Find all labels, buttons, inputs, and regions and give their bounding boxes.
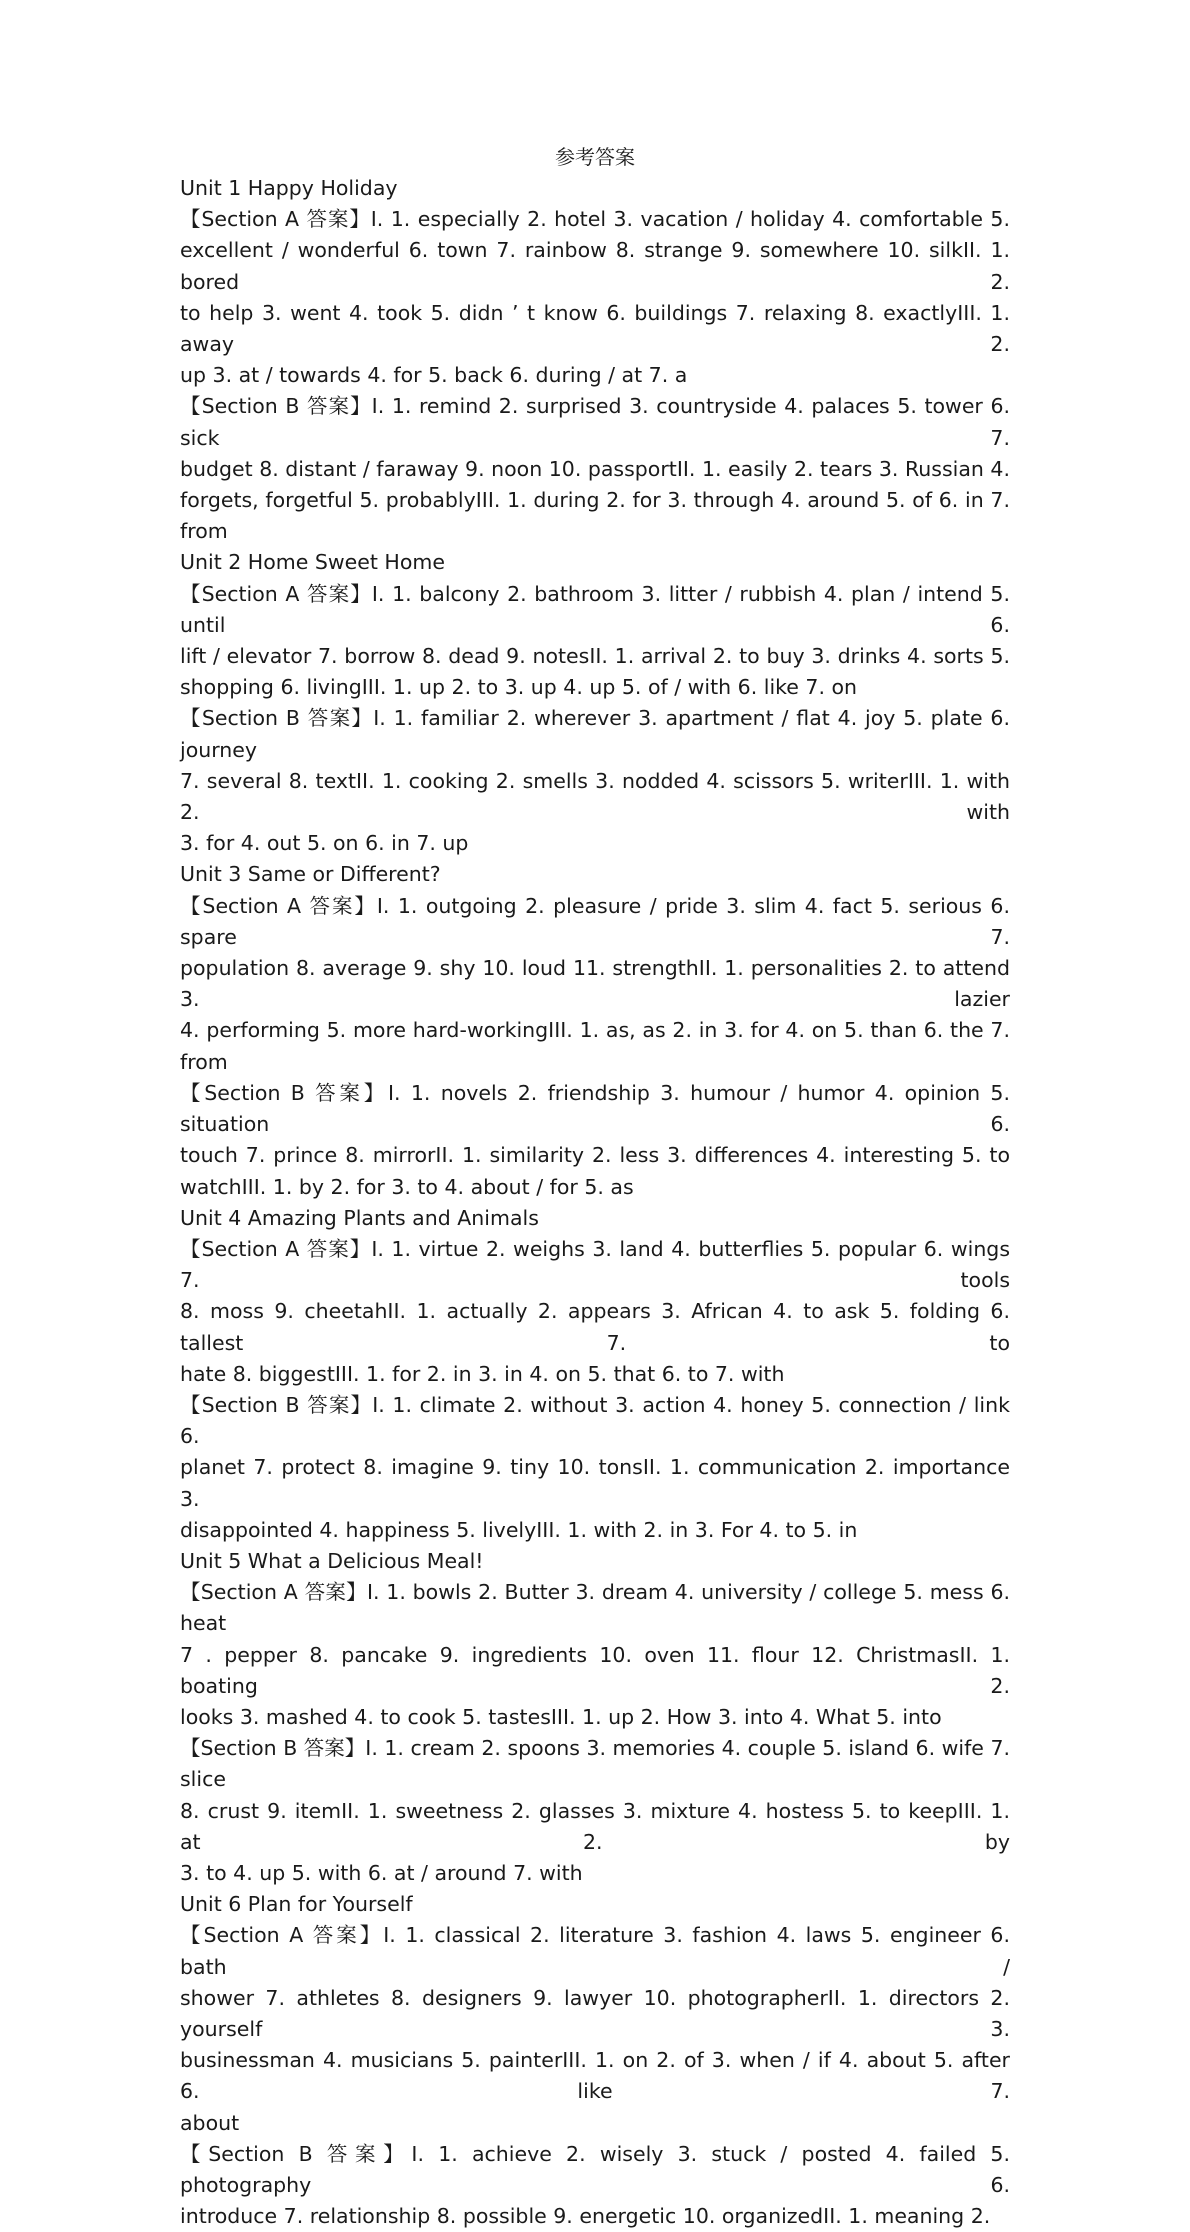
answer-line: 3. to 4. up 5. with 6. at / around 7. with bbox=[180, 1860, 583, 1885]
answer-line: looks 3. mashed 4. to cook 5. tastesIII. 1. up 2. How 3. into 4. What 5. into bbox=[180, 1704, 942, 1729]
section-answer-line: 【Section B 答案】I. 1. achieve 2. wisely 3. stuck / posted 4. failed 5. photography 6. bbox=[180, 2141, 1010, 2197]
answer-line: budget 8. distant / faraway 9. noon 10. passportII. 1. easily 2. tears 3. Russian 4. bbox=[180, 456, 1010, 481]
answer-line: 8. crust 9. itemII. 1. sweetness 2. glasses 3. mixture 4. hostess 5. to keepIII. 1. at 2. by bbox=[180, 1798, 1010, 1854]
answer-line: to help 3. went 4. took 5. didn ’ t know 6. buildings 7. relaxing 8. exactlyIII. 1. away 2. bbox=[180, 300, 1010, 357]
answer-line: shopping 6. livingIII. 1. up 2. to 3. up 4. up 5. of / with 6. like 7. on bbox=[180, 675, 858, 700]
answer-line: forgets, forgetful 5. probablyIII. 1. during 2. for 3. through 4. around 5. of 6. in 7. from bbox=[180, 488, 1010, 544]
answer-line: 4. performing 5. more hard-workingIII. 1. as, as 2. in 3. for 4. on 5. than 6. the 7. from bbox=[180, 1018, 1010, 1074]
answer-line: 7. several 8. textII. 1. cooking 2. smells 3. nodded 4. scissors 5. writerIII. 1. with 2. with bbox=[180, 768, 1010, 825]
section-answer-line: 【Section A 答案】I. 1. especially 2. hotel 3. vacation / holiday 4. comfortable 5. bbox=[180, 207, 1010, 232]
answer-line: planet 7. protect 8. imagine 9. tiny 10. tonsII. 1. communication 2. importance 3. bbox=[180, 1455, 1010, 1511]
section-answer-line: 【Section A 答案】I. 1. virtue 2. weighs 3. land 4. butterflies 5. popular 6. wings 7. tools bbox=[180, 1236, 1010, 1293]
section-answer-line: 【Section B 答案】I. 1. cream 2. spoons 3. memories 4. couple 5. island 6. wife 7. slice bbox=[180, 1736, 1010, 1792]
answer-line: 3. for 4. out 5. on 6. in 7. up bbox=[180, 831, 469, 856]
unit-title: Unit 4 Amazing Plants and Animals bbox=[180, 1205, 539, 1230]
answer-line: shower 7. athletes 8. designers 9. lawyer 10. photographerII. 1. directors 2. yourself 3. bbox=[180, 1985, 1010, 2041]
section-answer-line: 【Section A 答案】I. 1. bowls 2. Butter 3. dream 4. university / college 5. mess 6. heat bbox=[180, 1580, 1010, 1636]
page-title: 参考答案 bbox=[555, 145, 635, 169]
answer-line: 8. moss 9. cheetahII. 1. actually 2. appears 3. African 4. to ask 5. folding 6. tallest 7. to bbox=[180, 1299, 1010, 1355]
answer-line: touch 7. prince 8. mirrorII. 1. similarity 2. less 3. differences 4. interesting 5. to bbox=[180, 1143, 1010, 1168]
answer-line: disappointed 4. happiness 5. livelyIII. 1. with 2. in 3. For 4. to 5. in bbox=[180, 1517, 858, 1542]
answer-line: businessman 4. musicians 5. painterIII. 1. on 2. of 3. when / if 4. about 5. after 6. like 7. bbox=[180, 2048, 1010, 2104]
section-answer-line: 【Section B 答案】I. 1. novels 2. friendship 3. humour / humor 4. opinion 5. situation 6. bbox=[180, 1080, 1010, 1137]
answer-line: watchIII. 1. by 2. for 3. to 4. about / for 5. as bbox=[180, 1174, 634, 1199]
section-answer-line: 【Section A 答案】I. 1. outgoing 2. pleasure / pride 3. slim 4. fact 5. serious 6. spare 7. bbox=[180, 893, 1010, 949]
section-answer-line: 【Section B 答案】I. 1. climate 2. without 3. action 4. honey 5. connection / link 6. bbox=[180, 1392, 1010, 1449]
answer-line: introduce 7. relationship 8. possible 9. energetic 10. organizedII. 1. meaning 2. bbox=[180, 2204, 991, 2229]
answer-line: excellent / wonderful 6. town 7. rainbow 8. strange 9. somewhere 10. silkII. 1. bored 2. bbox=[180, 238, 1010, 294]
answer-body bbox=[180, 173, 1010, 2232]
unit-title: Unit 2 Home Sweet Home bbox=[180, 550, 445, 575]
answer-line: up 3. at / towards 4. for 5. back 6. during / at 7. a bbox=[180, 363, 688, 388]
unit-title: Unit 6 Plan for Yourself bbox=[180, 1892, 413, 1917]
unit-title: Unit 5 What a Delicious Meal! bbox=[180, 1548, 484, 1573]
section-answer-line: 【Section B 答案】I. 1. familiar 2. wherever 3. apartment / flat 4. joy 5. plate 6. journey bbox=[180, 706, 1010, 762]
section-answer-line: 【Section A 答案】I. 1. classical 2. literature 3. fashion 4. laws 5. engineer 6. bath / bbox=[180, 1923, 1010, 1979]
answer-line: 7 . pepper 8. pancake 9. ingredients 10. oven 11. flour 12. ChristmasII. 1. boating 2. bbox=[180, 1642, 1010, 1698]
section-answer-line: 【Section B 答案】I. 1. remind 2. surprised 3. countryside 4. palaces 5. tower 6. sick 7. bbox=[180, 394, 1010, 450]
answer-line: lift / elevator 7. borrow 8. dead 9. notesII. 1. arrival 2. to buy 3. drinks 4. sorts 5. bbox=[180, 644, 1010, 669]
document-page bbox=[180, 142, 1010, 2232]
answer-line: about bbox=[180, 2110, 240, 2135]
unit-title: Unit 3 Same or Different? bbox=[180, 862, 441, 887]
section-answer-line: 【Section A 答案】I. 1. balcony 2. bathroom 3. litter / rubbish 4. plan / intend 5. until 6. bbox=[180, 581, 1010, 637]
answer-line: population 8. average 9. shy 10. loud 11. strengthII. 1. personalities 2. to attend 3. lazier bbox=[180, 956, 1010, 1012]
answer-line: hate 8. biggestIII. 1. for 2. in 3. in 4. on 5. that 6. to 7. with bbox=[180, 1361, 785, 1386]
unit-title: Unit 1 Happy Holiday bbox=[180, 176, 398, 200]
